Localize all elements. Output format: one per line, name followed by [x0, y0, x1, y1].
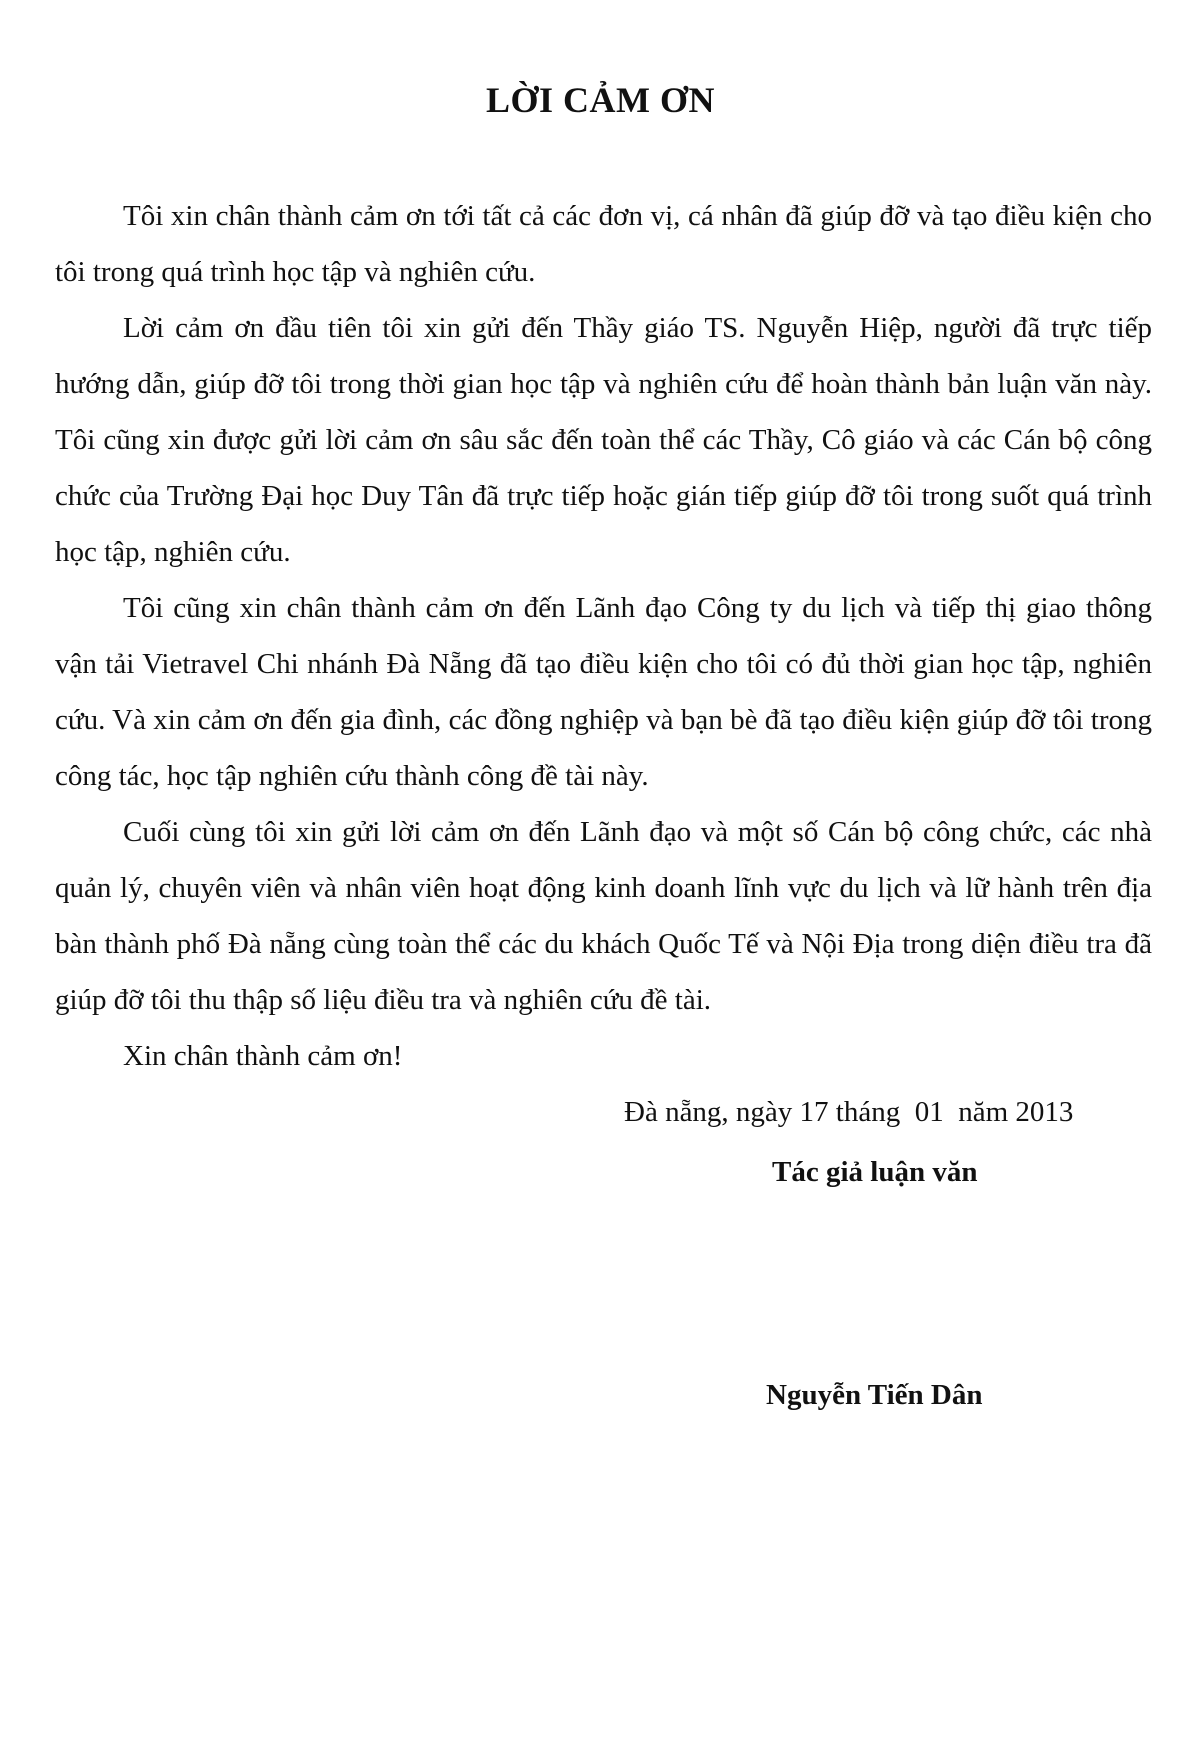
author-name: Nguyễn Tiến Dân [766, 1379, 983, 1411]
paragraph-1: Tôi xin chân thành cảm ơn tới tất cả các đơn vị, cá nhân đã giúp đỡ và tạo điều kiện cho tôi trong quá trình học tập và nghiên cứu. [55, 200, 1152, 288]
document-body [55, 188, 1152, 1084]
paragraph-4: Cuối cùng tôi xin gửi lời cảm ơn đến Lãnh đạo và một số Cán bộ công chức, các nhà quản lý, chuyên viên và nhân viên hoạt động kinh doanh lĩnh vực du lịch và lữ hành trên địa bàn thành phố Đà nẵng cùng toàn thể các du khách Quốc Tế và Nội Địa trong diện điều tra đã giúp đỡ tôi thu thập số liệu điều tra và nghiên cứu đề tài. [55, 816, 1152, 1016]
author-label: Tác giả luận văn [772, 1156, 978, 1188]
date-line: Đà nẵng, ngày 17 tháng 01 năm 2013 [624, 1096, 1074, 1128]
paragraph-3: Tôi cũng xin chân thành cảm ơn đến Lãnh đạo Công ty du lịch và tiếp thị giao thông vận tải Vietravel Chi nhánh Đà Nẵng đã tạo điều kiện cho tôi có đủ thời gian học tập, nghiên cứu. Và xin cảm ơn đến gia đình, các đồng nghiệp và bạn bè đã tạo điều kiện giúp đỡ tôi trong công tác, học tập nghiên cứu thành công đề tài này. [55, 592, 1152, 792]
closing-line: Xin chân thành cảm ơn! [123, 1040, 403, 1072]
paragraph-2: Lời cảm ơn đầu tiên tôi xin gửi đến Thầy giáo TS. Nguyễn Hiệp, người đã trực tiếp hướng dẫn, giúp đỡ tôi trong thời gian học tập và nghiên cứu để hoàn thành bản luận văn này. Tôi cũng xin được gửi lời cảm ơn sâu sắc đến toàn thể các Thầy, Cô giáo và các Cán bộ công chức của Trường Đại học Duy Tân đã trực tiếp hoặc gián tiếp giúp đỡ tôi trong suốt quá trình học tập, nghiên cứu. [55, 312, 1152, 568]
page-title: LỜI CẢM ƠN [486, 80, 715, 120]
